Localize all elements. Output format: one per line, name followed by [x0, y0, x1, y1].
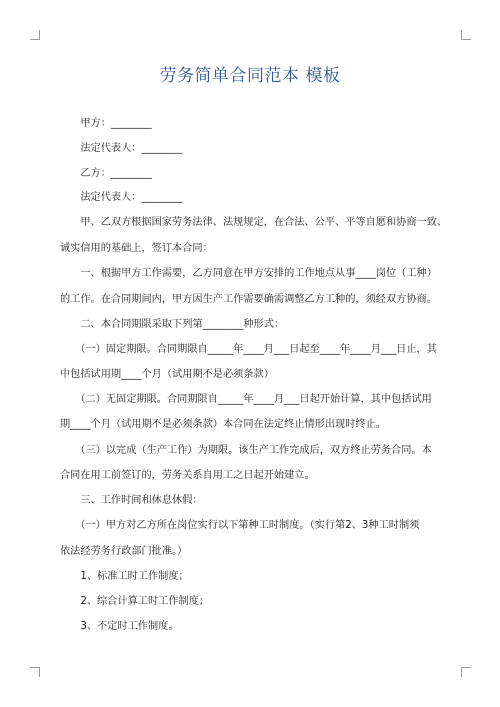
clause-2-1-line: （一）固定期限。合同期限自_____年____月___日起至____年____月___日止，其 — [60, 344, 437, 355]
clause-3-1-line: 依法经劳务行政部门批准。） — [60, 546, 188, 557]
document-title: 劳务简单合同范本 模板 — [159, 66, 341, 86]
clause-2-3-line: （三）以完成（生产工作）为期限。该生产工作完成后，双方终止劳务合同。本 — [60, 445, 432, 456]
clause-2-1-line: 中包括试用期____个月（试用期不是必须条款） — [60, 369, 274, 380]
corner-mark-top-left — [30, 30, 40, 40]
party-a-line: 甲方：________ — [60, 118, 152, 129]
clause-1-line: 一、根据甲方工作需要，乙方同意在甲方安排的工作地点从事____岗位（工种） — [60, 268, 437, 279]
work-hour-option: 1、标准工时工作制度； — [60, 571, 189, 582]
work-hour-option: 3、不定时工作制度。 — [60, 621, 179, 632]
party-a-representative-line: 法定代表人：________ — [60, 143, 183, 154]
intro-paragraph-line: 甲、乙双方根据国家劳务法律、法规规定，在合法、公平、平等自愿和协商一致、 — [60, 217, 448, 228]
clause-2-2-line: 期____个月（试用期不是必须条款）本合同在法定终止情形出现时终止。 — [60, 419, 386, 430]
work-hour-option: 2、综合计算工时工作制度； — [60, 596, 210, 607]
intro-paragraph-line: 诚实信用的基础上，签订本合同： — [60, 243, 213, 254]
clause-1-line: 的工作。在合同期间内，甲方因生产工作需要确需调整乙方工种的，须经双方协商。 — [60, 294, 437, 305]
party-b-line: 乙方：________ — [60, 168, 152, 179]
clause-2-heading: 二、本合同期限采取下列第________种形式： — [60, 319, 285, 330]
clause-3-heading: 三、工作时间和休息休假： — [60, 495, 203, 506]
corner-mark-bottom-left — [30, 667, 40, 677]
clause-2-3-line: 合同在用工前签订的，劳务关系自用工之日起开始建立。 — [60, 470, 315, 481]
corner-mark-top-right — [461, 30, 471, 40]
corner-mark-bottom-right — [461, 667, 471, 677]
clause-3-1-line: （一）甲方对乙方所在岗位实行以下第种工时制度。（实行第2、3种工时制须 — [60, 520, 420, 531]
party-b-representative-line: 法定代表人：________ — [60, 192, 183, 203]
clause-2-2-line: （二）无固定期限。合同期限自_____年____月___日起开始计算，其中包括试用 — [60, 394, 432, 405]
